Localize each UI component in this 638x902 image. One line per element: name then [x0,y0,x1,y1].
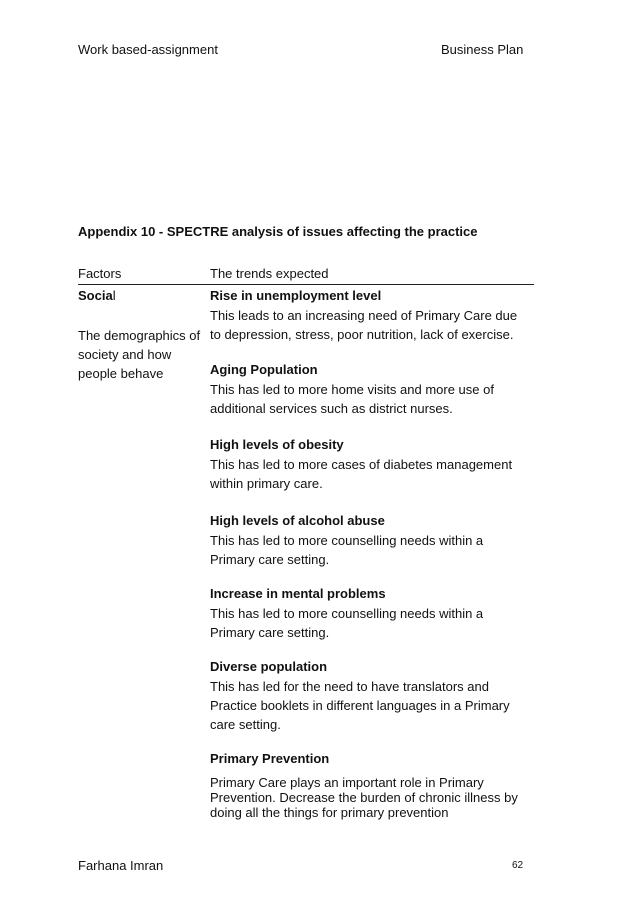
trend-body: This has led for the need to have translators and Practice booklets in different languages in a Primary care setting. [210,679,510,732]
trend-section [210,362,530,418]
trend-section [210,513,530,569]
trend-title: High levels of alcohol abuse [210,513,385,528]
category-description: The demographics of society and how people behave [78,328,201,381]
footer-author: Farhana Imran [78,858,164,873]
trend-body: This has led to more counselling needs within a Primary care setting. [210,533,484,567]
header-right: Business Plan [441,42,524,57]
trend-section [210,288,530,344]
trend-body: This has led to more home visits and more use of additional services such as district nurses. [210,382,494,416]
trend-title: Diverse population [210,659,328,674]
category-label-bold: Socia [78,288,113,303]
appendix-title: Appendix 10 - SPECTRE analysis of issues affecting the practice [78,224,478,239]
trend-title: Increase in mental problems [210,586,386,601]
category-label [78,288,116,303]
trend-section [210,659,530,734]
trend-section [210,586,530,642]
trend-body: This has led to more cases of diabetes management within primary care. [210,457,513,491]
header-left: Work based-assignment [78,42,218,57]
trend-section [210,751,530,820]
col-trends-header: The trends expected [210,266,329,281]
trend-body: This leads to an increasing need of Primary Care due to depression, stress, poor nutrition, lack of exercise. [210,308,518,342]
trend-section [210,437,530,493]
category-label-rest: l [112,288,116,303]
trend-title: Primary Prevention [210,751,330,766]
table-header-rule [78,284,534,285]
page-number: 62 [512,860,524,871]
trend-title: High levels of obesity [210,437,344,452]
trend-body: Primary Care plays an important role in Primary Prevention. Decrease the burden of chronic illness by doing all the things for primary prevention [210,775,518,820]
trend-body: This has led to more counselling needs within a Primary care setting. [210,606,484,640]
trend-title: Rise in unemployment level [210,288,382,303]
col-factors-header: Factors [78,266,122,281]
trend-title: Aging Population [210,362,318,377]
